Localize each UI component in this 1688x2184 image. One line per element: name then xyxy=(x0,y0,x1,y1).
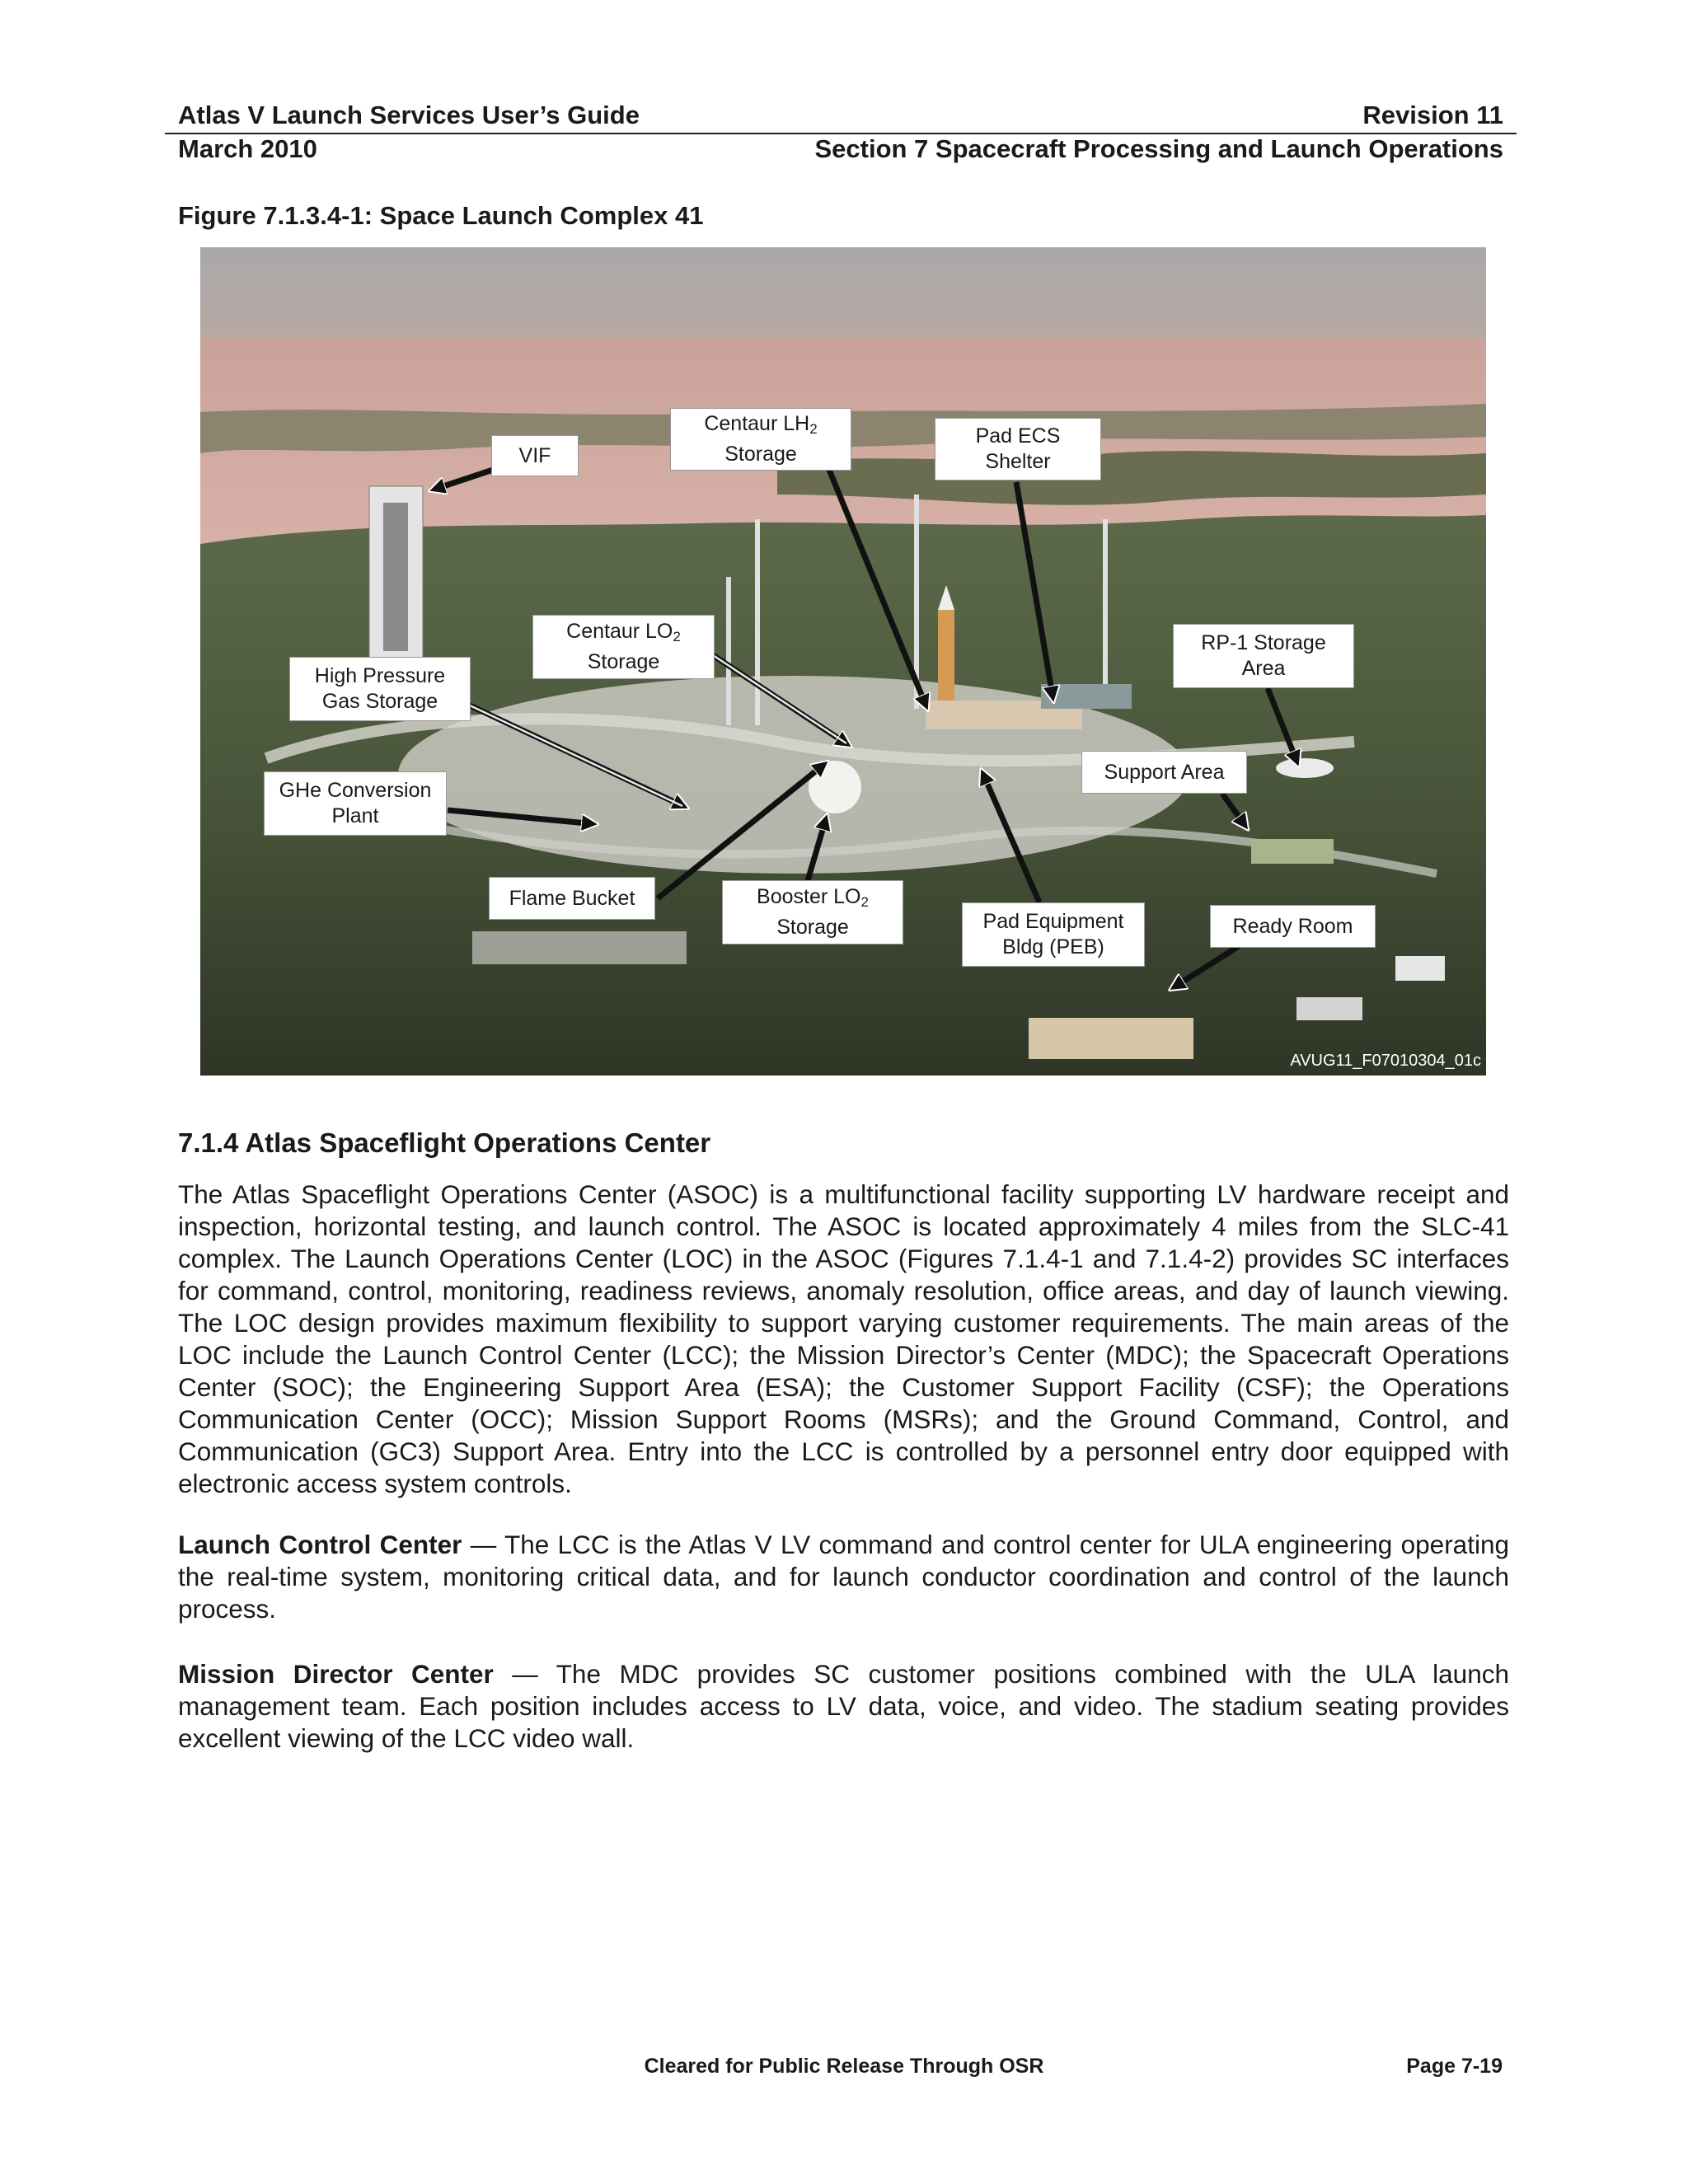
callout-vif-text: VIF xyxy=(518,443,551,467)
paragraph-lcc-body: — The LCC is the Atlas V LV command and control center for ULA engineering operating the real-time system, monitoring critical data, and for launch conductor coordination and control of the launch process. xyxy=(178,1530,1509,1624)
lightning-tower xyxy=(1103,519,1108,709)
sky xyxy=(200,247,1486,346)
page-number: Page 7-19 xyxy=(1406,2055,1503,2078)
callout-pad-ecs-line2: Shelter xyxy=(985,450,1051,473)
paragraph-lcc xyxy=(178,1529,1509,1625)
callout-support-area xyxy=(1081,751,1247,794)
revision-label: Revision 11 xyxy=(1362,101,1503,129)
subscript-2: 2 xyxy=(673,629,681,644)
figure-credit: AVUG11_F07010304_01c xyxy=(1290,1052,1481,1070)
subscript-2: 2 xyxy=(809,421,818,437)
callout-hp-gas-line1: High Pressure xyxy=(314,664,446,687)
callout-centaur-lo2-line2: Storage xyxy=(587,650,660,673)
callout-pad-ecs-shelter xyxy=(935,418,1101,480)
callout-vif xyxy=(491,435,579,476)
section-label: Section 7 Spacecraft Processing and Launch Operations xyxy=(814,134,1503,163)
callout-centaur-lo2-line1 xyxy=(566,619,681,649)
document-date: March 2010 xyxy=(178,134,317,163)
callout-rp1-storage xyxy=(1173,624,1354,688)
callout-hp-gas-line2: Gas Storage xyxy=(321,690,438,713)
callout-ghe-conversion xyxy=(264,771,447,836)
running-header-row-2 xyxy=(178,134,1503,164)
callout-high-pressure-gas xyxy=(289,657,471,721)
callout-centaur-lh2-line2: Storage xyxy=(724,443,797,466)
subscript-2: 2 xyxy=(860,894,869,910)
paragraph-mdc-lead: Mission Director Center xyxy=(178,1659,494,1689)
callout-booster-lo2 xyxy=(722,880,903,944)
callout-centaur-lh2-text: Centaur LH xyxy=(704,412,810,435)
launch-complex-photo xyxy=(200,247,1486,1076)
callout-centaur-lh2-line1 xyxy=(704,411,817,442)
vif-door xyxy=(383,503,408,651)
callout-flame-bucket-text: Flame Bucket xyxy=(509,886,635,910)
support-building xyxy=(1251,839,1334,864)
trailer xyxy=(1395,956,1445,981)
callout-ready-room-text: Ready Room xyxy=(1232,914,1353,938)
callout-booster-lo2-line1 xyxy=(757,884,869,915)
paragraph-mdc xyxy=(178,1658,1509,1755)
callout-centaur-lo2 xyxy=(532,615,715,679)
document-title: Atlas V Launch Services User’s Guide xyxy=(178,101,640,129)
callout-centaur-lo2-text: Centaur LO xyxy=(566,620,673,643)
callout-ghe-line2: Plant xyxy=(331,804,379,827)
callout-centaur-lh2 xyxy=(670,408,851,471)
atlas-v-rocket xyxy=(938,610,954,709)
callout-ghe-line1: GHe Conversion xyxy=(279,779,432,802)
trailer xyxy=(1296,997,1362,1020)
callout-support-area-text: Support Area xyxy=(1104,760,1225,784)
section-heading: 7.1.4 Atlas Spaceflight Operations Center xyxy=(178,1127,711,1158)
callout-pad-equipment-bldg xyxy=(962,902,1145,967)
callout-rp1-line1: RP-1 Storage xyxy=(1201,631,1326,654)
callout-flame-bucket xyxy=(489,877,655,920)
release-notice: Cleared for Public Release Through OSR xyxy=(644,2055,1044,2078)
callout-booster-lo2-line2: Storage xyxy=(776,916,849,939)
callout-ready-room xyxy=(1210,905,1376,948)
paragraph-mdc-body: — The MDC provides SC customer positions combined with the ULA launch management team. Each position includes access to LV data, voice, and video. The stadium seating provides excellent viewing of the LCC video wall. xyxy=(178,1659,1509,1753)
paragraph-asoc: The Atlas Spaceflight Operations Center (ASOC) is a multifunctional facility supporting LV hardware receipt and inspection, horizontal testing, and launch control. The ASOC is located approximately 4 miles from the SLC-41 complex. The Launch Operations Center (LOC) in the ASOC (Figures 7.1.4-1 and 7.1.4-2) provides SC interfaces for command, control, monitoring, readiness reviews, anomaly resolution, office areas, and day of launch viewing. The LOC design provides maximum flexibility to support varying customer requirements. The main areas of the LOC include the Launch Control Center (LCC); the Mission Director’s Center (MDC); the Spacecraft Operations Center (SOC); the Engineering Support Area (ESA); the Customer Support Facility (CSF); the Operations Communication Center (OCC); Mission Support Rooms (MSRs); and the Ground Command, Control, and Communication (GC3) Support Area. Entry into the LCC is controlled by a personnel entry door equipped with electronic access system controls. xyxy=(178,1179,1509,1498)
ready-room-building xyxy=(1029,1018,1193,1059)
paragraph-lcc-lead: Launch Control Center xyxy=(178,1530,462,1559)
figure-title: Figure 7.1.3.4-1: Space Launch Complex 41 xyxy=(178,201,704,230)
callout-booster-lo2-text: Booster LO xyxy=(757,885,861,908)
running-header-row-1 xyxy=(178,101,1503,130)
lightning-tower xyxy=(726,577,731,725)
flame-bucket-area xyxy=(472,931,687,964)
island xyxy=(777,451,1486,505)
lightning-tower xyxy=(755,519,760,725)
rp1-tank xyxy=(1276,758,1334,778)
callout-pad-ecs-line1: Pad ECS xyxy=(975,424,1061,448)
callout-peb-line1: Pad Equipment xyxy=(982,910,1124,933)
callout-rp1-line2: Area xyxy=(1241,657,1286,680)
callout-peb-line2: Bldg (PEB) xyxy=(1002,935,1104,958)
